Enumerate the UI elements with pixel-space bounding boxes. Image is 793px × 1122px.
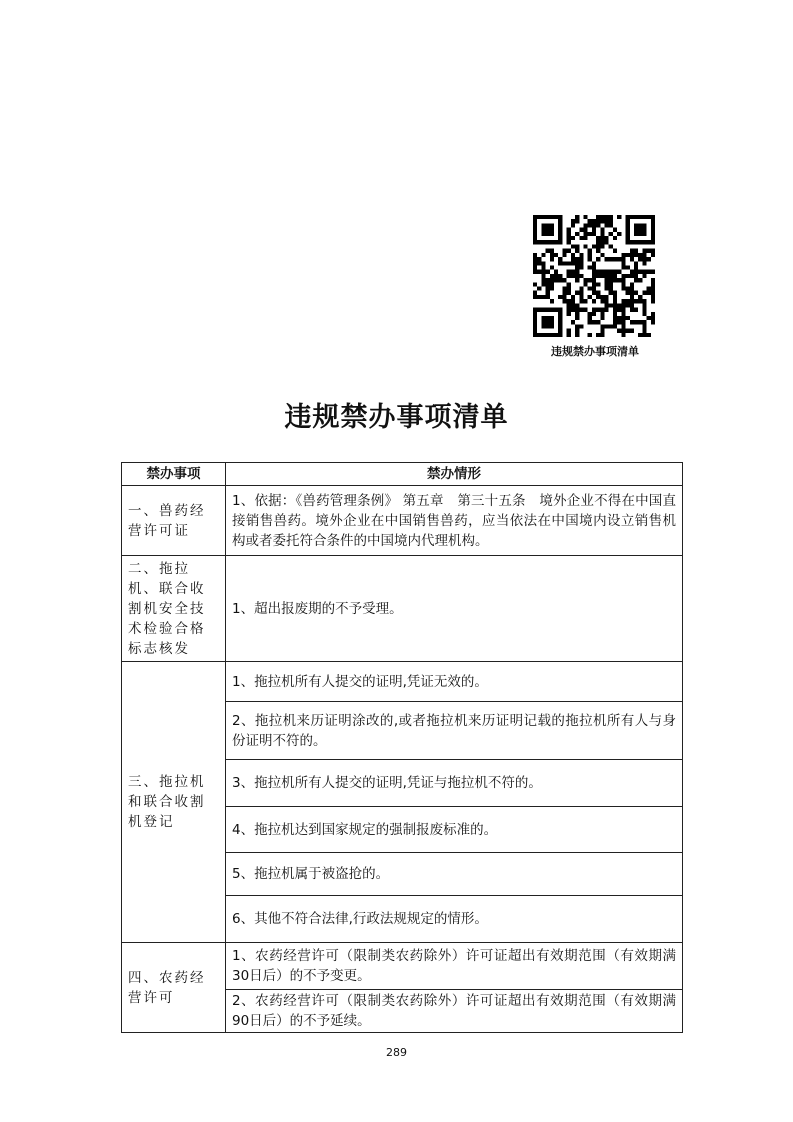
prohibited-items-table <box>121 462 683 1033</box>
header-condition: 禁办情形 <box>226 463 683 486</box>
condition-cell: 1、农药经营许可（限制类农药除外）许可证超出有效期范围（有效期满30日后）的不予变更。 <box>226 943 683 990</box>
condition-cell: 4、拖拉机达到国家规定的强制报废标准的。 <box>226 807 683 853</box>
header-item: 禁办事项 <box>122 463 226 486</box>
table-row <box>122 943 683 990</box>
condition-cell: 2、农药经营许可（限制类农药除外）许可证超出有效期范围（有效期满90日后）的不予延续。 <box>226 990 683 1033</box>
table-row <box>122 486 683 556</box>
qr-caption: 违规禁办事项清单 <box>551 345 639 358</box>
condition-cell: 1、超出报废期的不予受理。 <box>226 556 683 662</box>
item-cell: 三、拖拉机和联合收割机登记 <box>122 662 226 943</box>
condition-cell: 1、依据：《兽药管理条例》 第五章 第三十五条 境外企业不得在中国直接销售兽药。境外企业在中国销售兽药，应当依法在中国境内设立销售机构或者委托符合条件的中国境内代理机构。 <box>226 486 683 556</box>
condition-cell: 2、拖拉机来历证明涂改的,或者拖拉机来历证明记载的拖拉机所有人与身份证明不符的。 <box>226 702 683 760</box>
table-header-row <box>122 463 683 486</box>
condition-cell: 3、拖拉机所有人提交的证明,凭证与拖拉机不符的。 <box>226 760 683 807</box>
qr-code-image <box>533 215 655 337</box>
condition-cell: 1、拖拉机所有人提交的证明,凭证无效的。 <box>226 662 683 702</box>
item-cell: 二、拖拉机、联合收割机安全技术检验合格标志核发 <box>122 556 226 662</box>
page-title: 违规禁办事项清单 <box>284 402 509 433</box>
table-row <box>122 556 683 662</box>
condition-cell: 5、拖拉机属于被盗抢的。 <box>226 853 683 896</box>
item-cell: 一、兽药经营许可证 <box>122 486 226 556</box>
condition-cell: 6、其他不符合法律,行政法规规定的情形。 <box>226 896 683 943</box>
page-number: 289 <box>386 1046 407 1059</box>
qr-code <box>533 215 655 337</box>
table-row <box>122 662 683 702</box>
item-cell: 四、农药经营许可 <box>122 943 226 1033</box>
